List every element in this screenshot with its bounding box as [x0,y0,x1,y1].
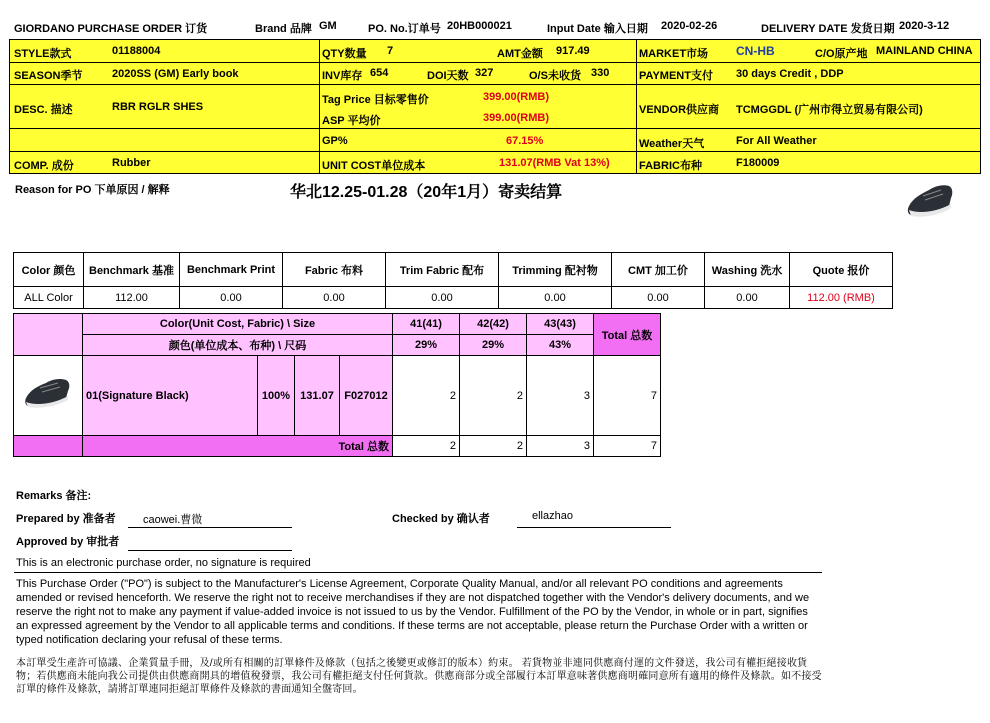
qty-cell[interactable]: 3 [527,356,594,436]
desc-label: DESC. 描述 [14,104,73,116]
cost-header: Color 颜色 [14,253,84,287]
checked-signature-line [517,527,671,528]
reason-label: Reason for PO 下单原因 / 解释 [15,184,170,196]
color-fabric: F027012 [340,356,393,436]
payment-label: PAYMENT支付 [639,70,713,82]
unit-cost-value: 131.07(RMB Vat 13%) [499,157,610,169]
cost-header: Fabric 布料 [283,253,386,287]
weather-label: Weather天气 [639,138,705,150]
cost-table [13,252,893,309]
checked-value: ellazhao [532,510,573,522]
cost-header: Benchmark 基准 [84,253,180,287]
product-thumbnail [14,356,83,436]
color-name: 01(Signature Black) [83,356,258,436]
origin-label: C/O原产地 [815,48,868,60]
cost-header: CMT 加工价 [612,253,705,287]
cost-cell: 0.00 [283,287,386,309]
qty-cell[interactable]: 2 [460,356,527,436]
cost-header: Washing 洗水 [705,253,790,287]
vendor-value: TCMGGDL (广州市得立贸易有限公司) [736,104,923,116]
footer-total-label: Total 总数 [83,436,393,457]
cost-cell: 0.00 [386,287,499,309]
grand-total-cell: 7 [594,436,661,457]
ratio-cell: 29% [393,335,460,356]
shoe-image [903,180,955,222]
qty-cell[interactable]: 2 [393,356,460,436]
cost-cell: 112.00 [84,287,180,309]
prepared-label: Prepared by 准备者 [16,513,116,525]
comp-value: Rubber [112,157,151,169]
fabric-label: FABRIC布种 [639,160,702,172]
total-header: Total 总数 [594,314,661,356]
os-label: O/S未收货 [529,70,581,82]
season-value: 2020SS (GM) Early book [112,68,239,80]
brand-value: GM [319,20,337,32]
po-number-value: 20HB000021 [447,20,512,32]
unit-cost-label: UNIT COST单位成本 [322,160,426,172]
cost-header: Trim Fabric 配布 [386,253,499,287]
divider [14,572,822,573]
po-number-label: PO. No.订单号 [368,23,441,35]
brand-label: Brand 品牌 [255,23,312,35]
remarks-label: Remarks 备注: [16,490,92,502]
fabric-value: F180009 [736,157,780,169]
size-header: 43(43) [527,314,594,335]
delivery-date-value: 2020-3-12 [899,20,950,32]
delivery-date-label: DELIVERY DATE 发货日期 [761,23,895,35]
doi-value: 327 [475,67,494,79]
cost-header: Benchmark Print [180,253,283,287]
color-pct: 100% [258,356,295,436]
cost-cell: ALL Color [14,287,84,309]
os-value: 330 [591,67,610,79]
gp-value: 67.15% [506,135,544,147]
amt-value: 917.49 [556,45,590,57]
tag-price-label: Tag Price 目标零售价 [322,94,429,106]
footer-qty-cell: 2 [460,436,527,457]
terms-english: This Purchase Order ("PO") is subject to the Manufacturer's License Agreement, Corporate Quality Manual, and/or all relevant PO conditions and agreements amended or revised henceforth. We reserve the right not to receive merchandises if they are not dispatched together with the Vendor's delivery documents, and we reserve the right not to make any payment if value-added invoice is not issued to us by the Vendor. Fulfillment of the PO by the Vendor, in whole or in part, signifies an expressed agreement by the Vendor to all applicable terms and conditions. If these terms are not acceptable, please return the Purchase Order with a written or typed notification declaring your refusal of these terms. [16,578,810,646]
size-header-en: Color(Unit Cost, Fabric) \ Size [83,314,393,335]
shoe-thumbnail-image [22,374,74,414]
ratio-cell: 43% [527,335,594,356]
market-value: CN-HB [736,44,775,58]
comp-label: COMP. 成份 [14,160,74,172]
gp-label: GP% [322,135,348,147]
reason-value: 华北12.25-01.28（20年1月）寄卖结算 [290,184,563,201]
po-title: GIORDANO PURCHASE ORDER 订货 [14,23,208,35]
electronic-note: This is an electronic purchase order, no signature is required [16,557,311,569]
color-cost: 131.07 [295,356,340,436]
input-date-label: Input Date 输入日期 [547,23,648,35]
row-total-cell: 7 [594,356,661,436]
size-table [13,313,661,457]
asp-label: ASP 平均价 [322,115,381,127]
terms-chinese: 本訂單受生產許可協議、企業質量手冊，及/或所有相關的訂單條件及條款（包括之後變更或修訂的版本）約束。 若貨物並非連同供應商付運的文件發送，我公司有權拒絕接收貨物；若供應商未能向我公司提供由供應商開具的增值稅發票，我公司有權拒絕支付任何貨款。供應商部分或全部履行本訂單意味著供應商明確同意所有適用的條件及條款。如不接受訂單的條件及條款，請將訂單連同拒絕訂單條件及條款的書面通知全盤寄回。 [16,658,822,695]
ratio-cell: 29% [460,335,527,356]
inv-label: INV库存 [322,70,363,82]
cost-header: Quote 报价 [790,253,893,287]
payment-value: 30 days Credit , DDP [736,68,844,80]
desc-value: RBR RGLR SHES [112,101,204,113]
tag-price-value: 399.00(RMB) [483,91,550,103]
input-date-value: 2020-02-26 [661,20,718,32]
footer-qty-cell: 2 [393,436,460,457]
origin-value: MAINLAND CHINA [876,45,973,57]
cost-cell: 0.00 [499,287,612,309]
cost-cell: 0.00 [705,287,790,309]
style-label: STYLE款式 [14,48,72,60]
approved-label: Approved by 审批者 [16,536,120,548]
footer-qty-cell: 3 [527,436,594,457]
season-label: SEASON季节 [14,70,83,82]
inv-value: 654 [370,67,389,79]
cost-header: Trimming 配衬物 [499,253,612,287]
amt-label: AMT金额 [497,48,543,60]
qty-label: QTY数量 [322,48,367,60]
cost-cell: 0.00 [180,287,283,309]
size-header: 42(42) [460,314,527,335]
size-header-cn: 颜色(单位成本、布种) \ 尺码 [83,335,393,356]
weather-value: For All Weather [736,135,817,147]
doi-label: DOI天数 [427,70,469,82]
qty-value: 7 [387,45,394,57]
checked-label: Checked by 确认者 [392,513,490,525]
market-label: MARKET市场 [639,48,709,60]
asp-value: 399.00(RMB) [483,112,550,124]
approved-signature-line [128,550,292,551]
cost-cell: 0.00 [612,287,705,309]
style-value: 01188004 [112,45,161,57]
quote-cell: 112.00 (RMB) [790,287,893,309]
size-header: 41(41) [393,314,460,335]
vendor-label: VENDOR供应商 [639,104,720,116]
prepared-value: caowei.曹微 [143,514,203,526]
prepared-signature-line [128,527,292,528]
